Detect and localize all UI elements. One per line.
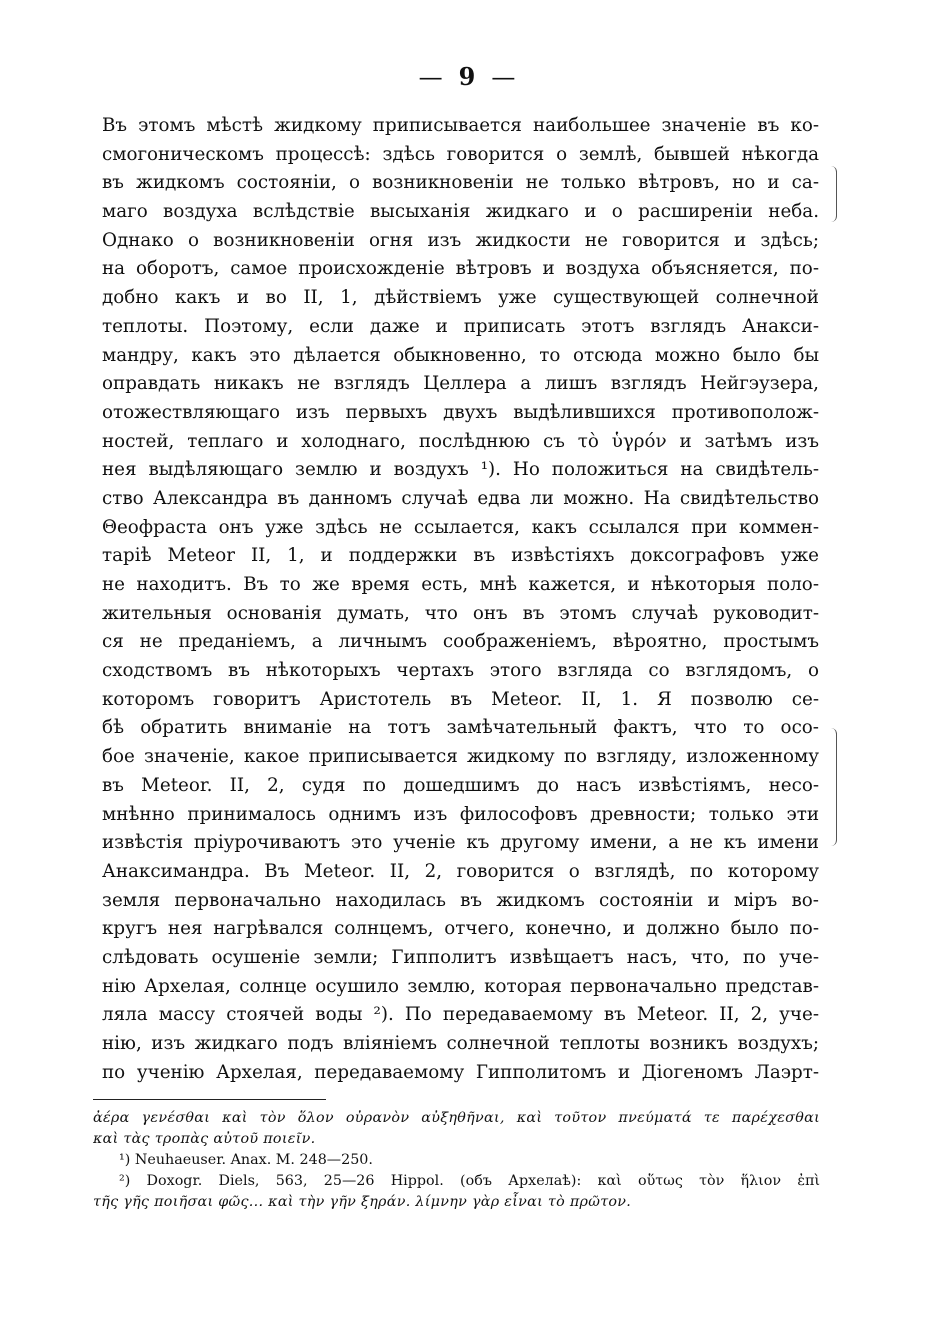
text-line: мандру, какъ это дѣлается обыкновенно, то отсюда можно было бы	[102, 344, 819, 366]
page-number-header	[0, 62, 936, 91]
text-line: ляла массу стоячей воды ²). По передаваемому въ Meteor. II, 2, уче-	[102, 1004, 819, 1026]
text-line: Анаксимандра. Въ Meteor. II, 2, говорится о взглядѣ, по которому	[102, 860, 819, 882]
text-line: сходствомъ въ нѣкоторыхъ чертахъ этого взгляда со взглядомъ, о	[102, 660, 819, 682]
text-line: смогоническомъ процессѣ: здѣсь говорится о землѣ, бывшей нѣкогда	[102, 143, 819, 165]
text-line: отожествляющаго изъ первыхъ двухъ выдѣлившихся противополож-	[102, 401, 819, 423]
text-line: нея выдѣляющаго землю и воздухъ ¹). Но положиться на свидѣтель-	[102, 459, 819, 481]
footnote-continuation: καὶ τὰς τροπὰς αὐτοῦ ποιεῖν.	[93, 1131, 316, 1147]
text-line: бѣ обратить вниманіе на тотъ замѣчательный фактъ, что то осо-	[102, 717, 819, 739]
text-line: на оборотъ, самое происхожденіе вѣтровъ и воздуха объясняется, по-	[102, 258, 819, 280]
text-line: оправдать никакъ не взглядъ Целлера а лишъ взглядъ Нейгэузера,	[102, 373, 819, 395]
page-number: 9	[458, 62, 478, 91]
footnote-1: ¹) Neuhaeuser. Anax. M. 248—250.	[119, 1152, 373, 1168]
text-line: мнѣнно принималось однимъ изъ философовъ древности; только эти	[102, 803, 819, 825]
text-line: Θеофраста онъ уже здѣсь не ссылается, какъ ссылался при коммен-	[102, 516, 819, 538]
text-line: по ученію Архелая, передаваемому Гипполитомъ и Діогеномъ Лаэрт-	[102, 1061, 819, 1083]
text-line: нію Архелая, солнце осушило землю, которая первоначально представ-	[102, 975, 819, 997]
footnote-2-continuation: τῆς γῆς ποιῆσαι φῶς... καὶ τὴν γῆν ξηράν. λίμνην γὰρ εἶναι τὸ πρῶτον.	[93, 1194, 632, 1210]
text-line: въ Meteor. II, 2, судя по дошедшимъ до насъ извѣстіямъ, несо-	[102, 774, 819, 796]
text-line: ся не преданіемъ, а личнымъ соображеніемъ, вѣроятно, простымъ	[102, 631, 819, 653]
text-line: жительныя основанія думать, что онъ въ этомъ случаѣ руководит-	[102, 602, 819, 624]
text-line: добно какъ и во II, 1, дѣйствіемъ уже существующей солнечной	[102, 287, 819, 309]
text-line: Въ этомъ мѣстѣ жидкому приписывается наибольшее значеніе въ ко-	[102, 115, 819, 136]
margin-bracket-mark	[826, 728, 837, 846]
text-line: таріѣ Meteor II, 1, и поддержки въ извѣстіяхъ доксографовъ уже	[102, 545, 819, 567]
footnotes-block	[93, 1108, 820, 1213]
text-line: нію, изъ жидкаго подъ вліяніемъ солнечной теплоты возникъ воздухъ;	[102, 1033, 819, 1054]
text-line: извѣстія пріурочиваютъ это ученіе къ другому имени, а не къ имени	[102, 832, 819, 854]
footnote-continuation: ἀέρα γενέσθαι καὶ τὸν ὅλον οὐρανὸν αὐξηθῆναι, καὶ τοῦτον πνεύματά τε παρέχεσθαι	[93, 1110, 820, 1126]
text-line: Однако о возникновеніи огня изъ жидкости не говорится и здѣсь;	[102, 229, 819, 251]
main-body-text	[102, 112, 819, 1087]
text-line: слѣдовать осушеніе земли; Гипполитъ извѣщаетъ насъ, что, по уче-	[102, 946, 819, 968]
text-line: бое значеніе, какое приписывается жидкому по взгляду, изложенному	[102, 746, 819, 768]
text-line: ностей, теплаго и холоднаго, послѣднюю съ τὸ ὑγρόν и затѣмъ изъ	[102, 430, 819, 452]
margin-bracket-mark	[826, 166, 837, 222]
text-line: маго воздуха вслѣдствіе высыханія жидкаго и о расширеніи неба.	[102, 201, 819, 223]
right-dash: —	[491, 63, 518, 91]
text-line: ство Александра въ данномъ случаѣ едва ли можно. На свидѣтельство	[102, 487, 819, 509]
text-line: кругъ нея нагрѣвался солнцемъ, отчего, конечно, и должно было по-	[102, 918, 819, 940]
text-line: теплоты. Поэтому, если даже и приписать этотъ взглядъ Анакси-	[102, 315, 819, 337]
left-dash: —	[418, 63, 445, 91]
text-line: земля первоначально находилась въ жидкомъ состояніи и міръ во-	[102, 889, 819, 911]
text-line: которомъ говоритъ Аристотель въ Meteor. II, 1. Я позволю се-	[102, 688, 819, 710]
text-line: въ жидкомъ состояніи, о возникновеніи не только вѣтровъ, но и са-	[102, 172, 819, 194]
text-line: не находитъ. Въ то же время есть, мнѣ кажется, и нѣкоторыя поло-	[102, 574, 819, 595]
footnote-separator	[93, 1099, 326, 1100]
footnote-2: ²) Doxogr. Diels, 563, 25—26 Hippol. (объ Архелаѣ): καὶ οὕτως τὸν ἥλιον ἐπὶ	[119, 1173, 820, 1189]
